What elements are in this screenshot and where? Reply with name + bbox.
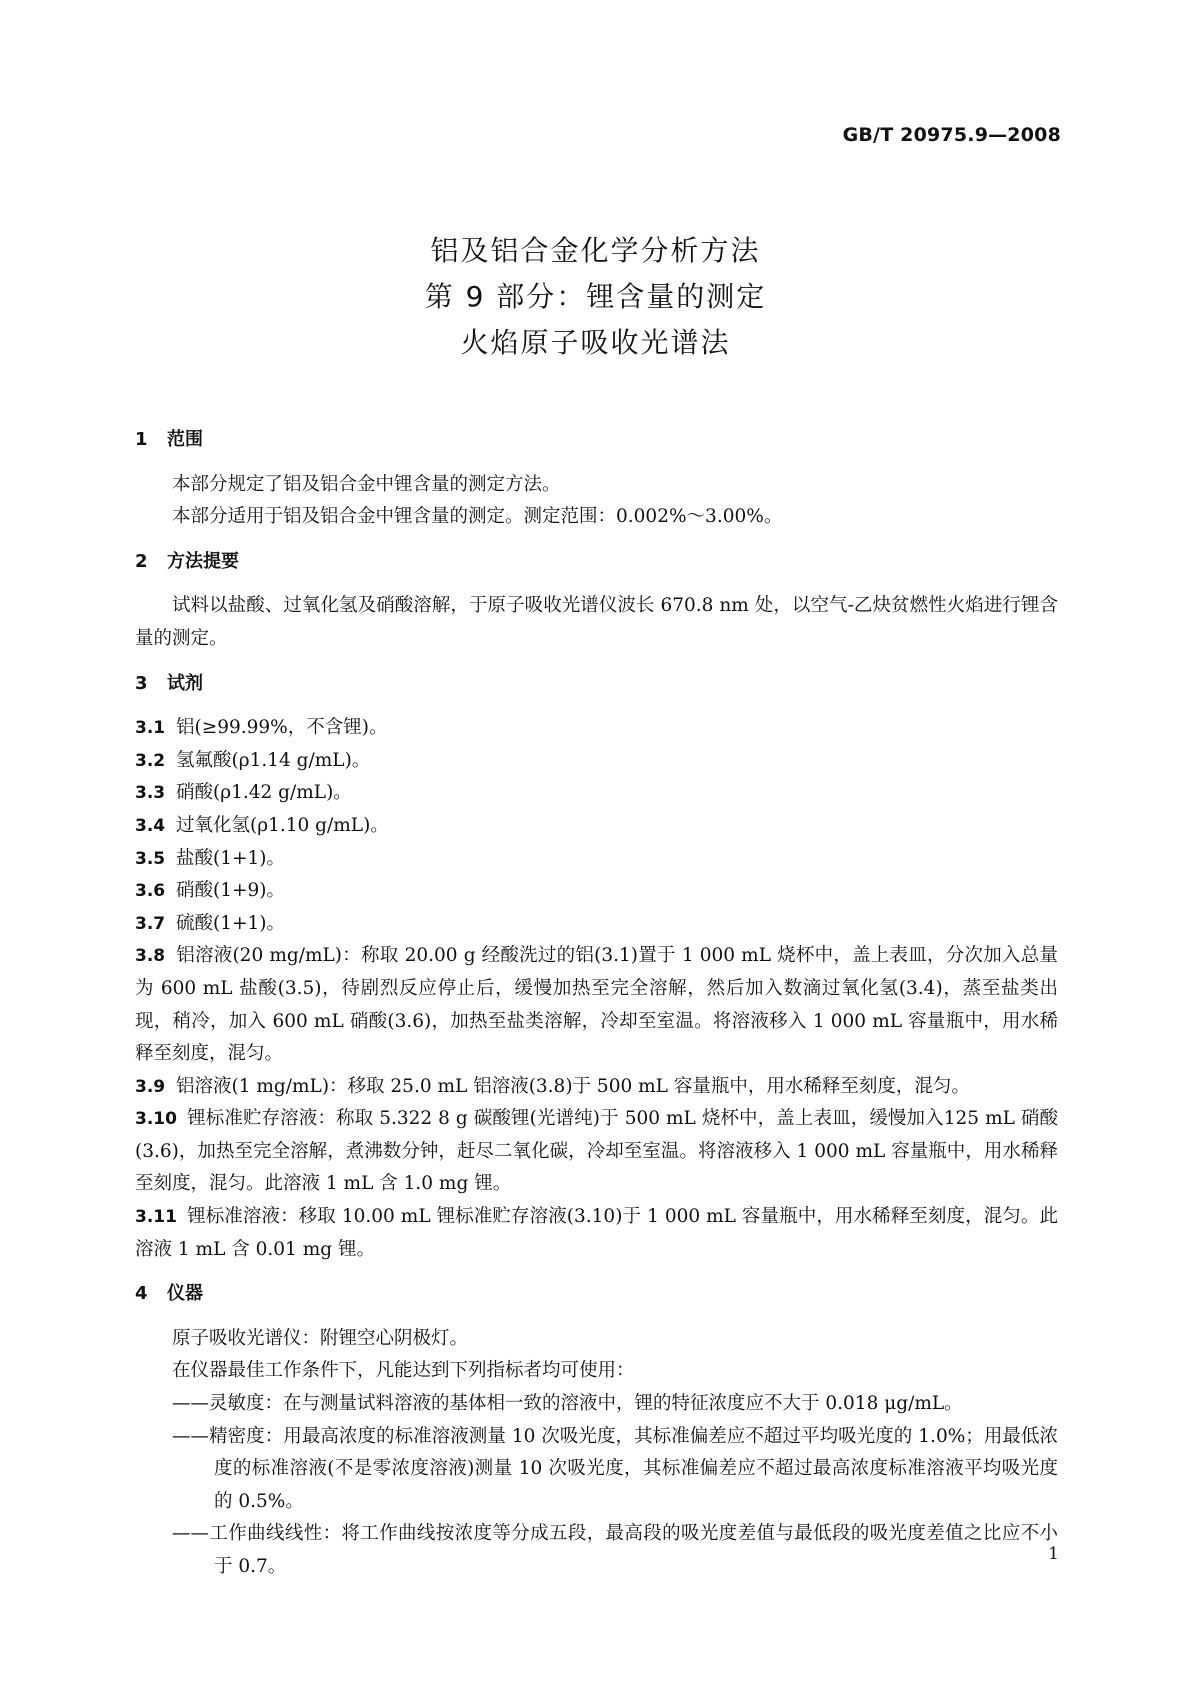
section-number: 1 — [135, 429, 148, 450]
item-number: 3.4 — [135, 815, 166, 836]
item-text: 铝溶液(20 mg/mL)：称取 20.00 g 经酸洗过的铝(3.1)置于 1 000 mL 烧杯中，盖上表皿，分次加入总量为 600 mL 盐酸(3.5)，待剧烈反应停止后，缓慢加热至完全溶解，然后加入数滴过氧化氢(3.4)，蒸至盐类出现，稍冷，加入 600 mL 硝酸(3.6)，加热至盐类溶解，冷却至室温。将溶液移入 1 000 mL 容量瓶中，用水稀释至刻度，混匀。 — [135, 945, 1058, 1065]
item-number: 3.11 — [135, 1207, 177, 1228]
item-number: 3.5 — [135, 848, 166, 869]
item-text: 氢氟酸(ρ1.14 g/mL)。 — [176, 749, 371, 771]
section-number: 4 — [135, 1283, 148, 1305]
item-text: 硫酸(1+1)。 — [176, 912, 285, 934]
item-number: 3.9 — [135, 1076, 166, 1097]
section-title: 仪器 — [167, 1283, 203, 1305]
paragraph: 本部分规定了铝及铝合金中锂含量的测定方法。 — [172, 473, 561, 495]
section-heading-method-summary — [135, 546, 1058, 579]
standard-number: GB/T 20975.9—2008 — [842, 124, 1061, 146]
paragraph: 在仪器最佳工作条件下，凡能达到下列指标者均可使用： — [172, 1360, 635, 1382]
section-title: 范围 — [167, 429, 203, 450]
item-text: 锂标准贮存溶液：称取 5.322 8 g 碳酸锂(光谱纯)于 500 mL 烧杯中，盖上表皿，缓慢加入125 mL 硝酸(3.6)，加热至完全溶解，煮沸数分钟，赶尽二氧化碳，冷却至室温。将溶液移入 1 000 mL 容量瓶中，用水稀释至刻度，混匀。此溶液 1 mL 含 1.0 mg 锂。 — [135, 1108, 1058, 1195]
document-body — [135, 412, 1058, 1584]
item-text: 硝酸(ρ1.42 g/mL)。 — [176, 782, 352, 804]
item-text: 铝溶液(1 mg/mL)：移取 25.0 mL 铝溶液(3.8)于 500 mL 容量瓶中，用水稀释至刻度，混匀。 — [176, 1075, 970, 1097]
section-number: 2 — [135, 550, 148, 572]
section-heading-reagents — [135, 668, 1058, 701]
title-line-1: 铝及铝合金化学分析方法 — [430, 234, 761, 267]
item-text: 锂标准溶液：移取 10.00 mL 锂标准贮存溶液(3.10)于 1 000 mL 容量瓶中，用水稀释至刻度，混匀。此溶液 1 mL 含 0.01 mg 锂。 — [135, 1206, 1058, 1260]
page-number: 1 — [1048, 1544, 1059, 1564]
requirement-sensitivity: ——灵敏度：在与测量试料溶液的基体相一致的溶液中，锂的特征浓度应不大于 0.018 μg/mL。 — [172, 1393, 963, 1415]
reagent-item — [135, 1201, 1058, 1266]
item-number: 3.1 — [135, 718, 166, 739]
section-heading-apparatus — [135, 1278, 1058, 1311]
paragraph: 原子吸收光谱仪：附锂空心阴极灯。 — [172, 1327, 469, 1349]
section-number: 3 — [135, 672, 148, 694]
item-number: 3.3 — [135, 783, 166, 804]
reagent-item — [135, 1103, 1058, 1201]
item-number: 3.6 — [135, 881, 166, 902]
reagent-item — [135, 940, 1058, 1070]
section-heading-scope — [135, 424, 1058, 457]
requirement-precision: ——精密度：用最高浓度的标准溶液测量 10 次吸光度，其标准偏差应不超过平均吸光度的 1.0%；用最低浓度的标准溶液(不是零浓度溶液)测量 10 次吸光度，其标准偏差应不超过最高浓度标准溶液平均吸光度的 0.5%。 — [172, 1425, 1058, 1512]
reagent-item — [135, 843, 1058, 876]
reagent-item — [135, 1071, 1058, 1104]
item-text: 盐酸(1+1)。 — [176, 847, 285, 869]
reagent-item — [135, 777, 1058, 810]
item-number: 3.7 — [135, 913, 166, 934]
item-text: 硝酸(1+9)。 — [176, 880, 285, 902]
item-number: 3.2 — [135, 750, 166, 771]
section-title: 方法提要 — [167, 550, 239, 572]
paragraph: 本部分适用于铝及铝合金中锂含量的测定。测定范围：0.002%～3.00%。 — [172, 506, 783, 528]
title-line-2: 第 9 部分：锂含量的测定 — [424, 280, 767, 313]
reagent-item — [135, 712, 1058, 745]
reagent-item — [135, 875, 1058, 908]
document-title — [0, 228, 1191, 366]
item-number: 3.10 — [135, 1109, 177, 1130]
reagent-item — [135, 810, 1058, 843]
paragraph: 试料以盐酸、过氧化氢及硝酸溶解，于原子吸收光谱仪波长 670.8 nm 处，以空气-乙炔贫燃性火焰进行锂含量的测定。 — [135, 595, 1058, 649]
section-title: 试剂 — [167, 672, 203, 694]
reagent-item — [135, 745, 1058, 778]
title-line-3: 火焰原子吸收光谱法 — [460, 326, 731, 359]
item-text: 铝(≥99.99%，不含锂)。 — [176, 717, 388, 739]
item-text: 过氧化氢(ρ1.10 g/mL)。 — [176, 814, 389, 836]
requirement-linearity: ——工作曲线线性：将工作曲线按浓度等分成五段，最高段的吸光度差值与最低段的吸光度差值之比应不小于 0.7。 — [172, 1523, 1058, 1577]
item-number: 3.8 — [135, 946, 166, 967]
reagent-item — [135, 908, 1058, 941]
